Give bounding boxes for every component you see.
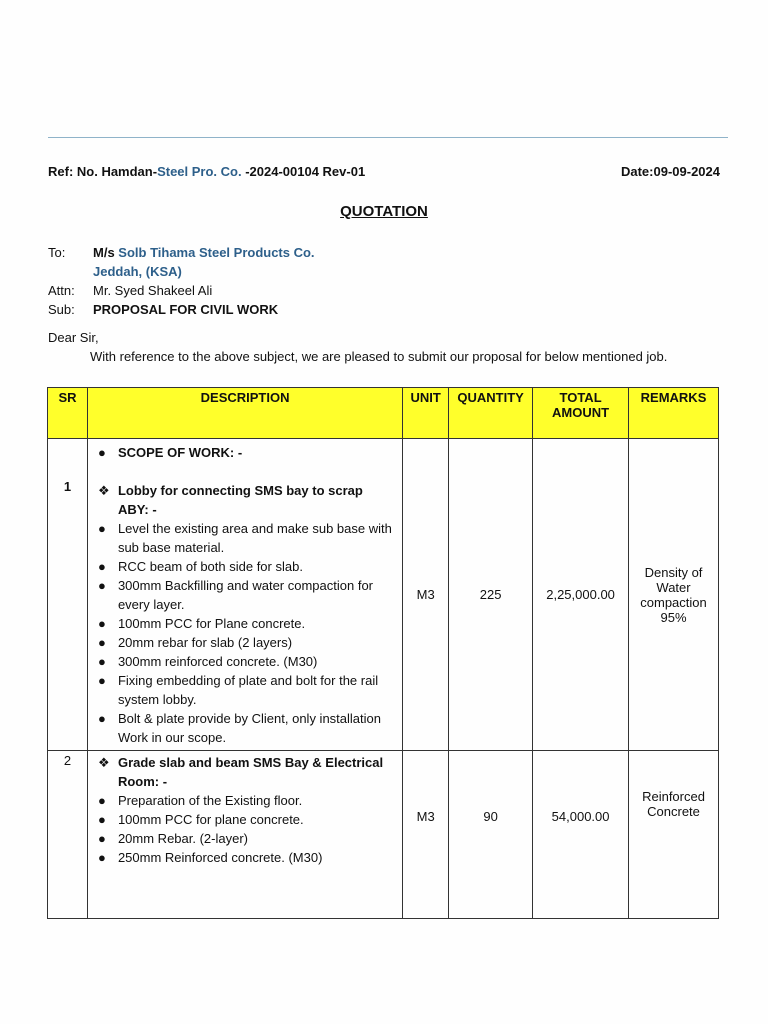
remarks-cell: Reinforced Concrete bbox=[629, 751, 719, 919]
unit-cell: M3 bbox=[403, 439, 449, 751]
header-quantity: QUANTITY bbox=[449, 388, 533, 439]
header-remarks: REMARKS bbox=[629, 388, 719, 439]
unit-cell: M3 bbox=[403, 751, 449, 919]
document-date: Date:09-09-2024 bbox=[620, 164, 720, 179]
bullet-icon: ● bbox=[97, 850, 106, 865]
scope-item: ● SCOPE OF WORK: - bbox=[94, 443, 396, 462]
bullet-icon: ● bbox=[97, 812, 106, 827]
list-item: ● 20mm Rebar. (2-layer) bbox=[94, 829, 396, 848]
remarks-cell: Density of Water compaction 95% bbox=[629, 439, 719, 751]
bullet-icon: ● bbox=[97, 711, 106, 726]
table-header-row bbox=[48, 388, 719, 439]
list-item: ● 100mm PCC for Plane concrete. bbox=[94, 614, 396, 633]
reference-number bbox=[48, 164, 365, 179]
sub-label: Sub: bbox=[48, 302, 75, 317]
total-amount-cell: 54,000.00 bbox=[533, 751, 629, 919]
to-prefix: M/s bbox=[93, 245, 119, 260]
sr-value: 1 bbox=[63, 479, 72, 494]
diamond-bullet-icon: ❖ bbox=[97, 483, 110, 498]
to-company: Solb Tihama Steel Products Co. bbox=[118, 245, 315, 260]
attn-name: Mr. Syed Shakeel Ali bbox=[93, 283, 213, 298]
list-item: ● 20mm rebar for slab (2 layers) bbox=[94, 633, 396, 652]
quantity-cell: 225 bbox=[449, 439, 533, 751]
list-item: ● 300mm Backfilling and water compaction for every layer. bbox=[94, 576, 396, 614]
bullet-icon: ● bbox=[97, 578, 106, 593]
header-description: DESCRIPTION bbox=[87, 388, 402, 439]
ref-suffix: -2024-00104 Rev-01 bbox=[241, 164, 366, 179]
diamond-bullet-icon: ❖ bbox=[97, 755, 110, 770]
list-item: ● 250mm Reinforced concrete. (M30) bbox=[94, 848, 396, 867]
list-item: ● 300mm reinforced concrete. (M30) bbox=[94, 652, 396, 671]
bullet-icon: ● bbox=[97, 521, 106, 536]
quantity-cell: 90 bbox=[449, 751, 533, 919]
header-rule bbox=[48, 137, 728, 138]
sr-value: 2 bbox=[63, 753, 72, 768]
list-item: ● 100mm PCC for plane concrete. bbox=[94, 810, 396, 829]
header-total-amount: TOTAL AMOUNT bbox=[533, 388, 629, 439]
list-item: ● Fixing embedding of plate and bolt for the rail system lobby. bbox=[94, 671, 396, 709]
total-amount-cell: 2,25,000.00 bbox=[533, 439, 629, 751]
description-cell bbox=[87, 439, 402, 751]
to-label: To: bbox=[48, 245, 66, 260]
bullet-icon: ● bbox=[97, 654, 106, 669]
address-block bbox=[48, 243, 315, 319]
row-heading: ❖ Lobby for connecting SMS bay to scrap ABY: - bbox=[94, 481, 396, 519]
list-item: ● Bolt & plate provide by Client, only installation Work in our scope. bbox=[94, 709, 396, 747]
bullet-icon: ● bbox=[97, 673, 106, 688]
bullet-icon: ● bbox=[97, 445, 106, 460]
bullet-icon: ● bbox=[97, 616, 106, 631]
subject: PROPOSAL FOR CIVIL WORK bbox=[93, 302, 279, 317]
header-unit: UNIT bbox=[403, 388, 449, 439]
row-heading: ❖ Grade slab and beam SMS Bay & Electrical Room: - bbox=[94, 753, 396, 791]
list-item: ● Preparation of the Existing floor. bbox=[94, 791, 396, 810]
ref-prefix: Ref: No. Hamdan- bbox=[48, 164, 158, 179]
quotation-table bbox=[47, 387, 719, 919]
bullet-icon: ● bbox=[97, 635, 106, 650]
ref-company: Steel Pro. Co. bbox=[157, 164, 242, 179]
intro-text: With reference to the above subject, we are pleased to submit our proposal for below mentioned job. bbox=[90, 349, 668, 364]
header-sr: SR bbox=[48, 388, 88, 439]
greeting: Dear Sir, bbox=[48, 330, 99, 345]
description-cell bbox=[87, 751, 402, 919]
list-item: ● Level the existing area and make sub base with sub base material. bbox=[94, 519, 396, 557]
list-item: ● RCC beam of both side for slab. bbox=[94, 557, 396, 576]
table-row bbox=[48, 439, 719, 751]
sr-cell bbox=[48, 439, 88, 751]
page-title: QUOTATION bbox=[340, 203, 428, 220]
bullet-icon: ● bbox=[97, 793, 106, 808]
to-city: Jeddah, (KSA) bbox=[93, 264, 182, 279]
attn-label: Attn: bbox=[48, 283, 75, 298]
bullet-icon: ● bbox=[97, 559, 106, 574]
table-row bbox=[48, 751, 719, 919]
bullet-icon: ● bbox=[97, 831, 106, 846]
sr-cell bbox=[48, 751, 88, 919]
